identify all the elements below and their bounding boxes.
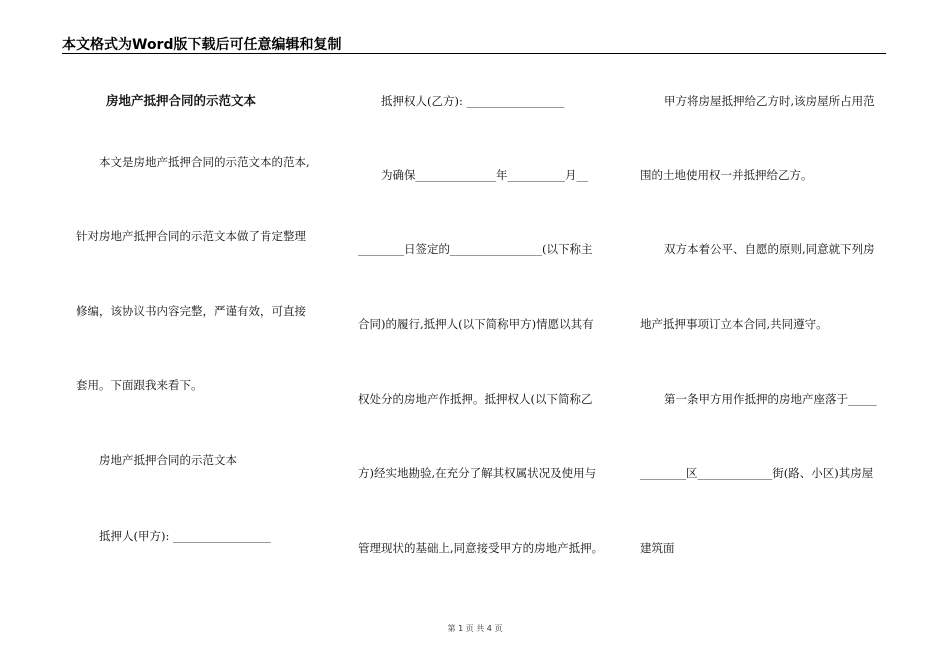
article-1-line-2: ________区_____________街(路、小区)其房屋 [640,466,874,480]
clause-line-4: 地产抵押事项订立本合同,共同遵守。 [640,317,828,331]
intro-line-2: 针对房地产抵押合同的示范文本做了肯定整理 [76,229,306,243]
document-title: 房地产抵押合同的示范文本 [106,93,257,108]
intro-line-4: 套用。下面跟我来看下。 [76,378,203,392]
article-1-line-3: 建筑面 [640,541,675,555]
download-banner: 本文格式为Word版下载后可任意编辑和复制 [62,37,342,53]
article-1-line-1: 第一条甲方用作抵押的房地产座落于_____ [664,392,877,406]
intro-line-1: 本文是房地产抵押合同的示范文本的范本, [99,155,310,169]
mortgagor-line: 抵押人(甲方): _________________ [99,529,271,543]
body-line-2: ________日签定的________________(以下称主 [358,242,593,256]
body-line-6: 管理现状的基础上,同意接受甲方的房地产抵押。 [358,541,604,555]
page-number: 第 1 页 共 4 页 [447,624,503,633]
clause-line-2: 围的土地使用权一并抵押给乙方。 [640,168,813,182]
body-line-4: 权处分的房地产作抵押。抵押权人(以下简称乙 [358,392,593,406]
clause-line-3: 双方本着公平、自愿的原则,同意就下列房 [664,242,875,256]
mortgagee-line: 抵押权人(乙方): _________________ [381,94,565,108]
contract-subtitle: 房地产抵押合同的示范文本 [99,453,237,467]
clause-line-1: 甲方将房屋抵押给乙方时,该房屋所占用范 [664,94,875,108]
intro-line-3: 修编，该协议书内容完整，严谨有效，可直接 [76,304,306,318]
body-line-1: 为确保______________年__________月__ [381,168,588,182]
header-divider [62,53,886,54]
body-line-3: 合同)的履行,抵押人(以下简称甲方)情愿以其有 [358,317,594,331]
body-line-5: 方)经实地勘验,在充分了解其权属状况及使用与 [358,466,597,480]
